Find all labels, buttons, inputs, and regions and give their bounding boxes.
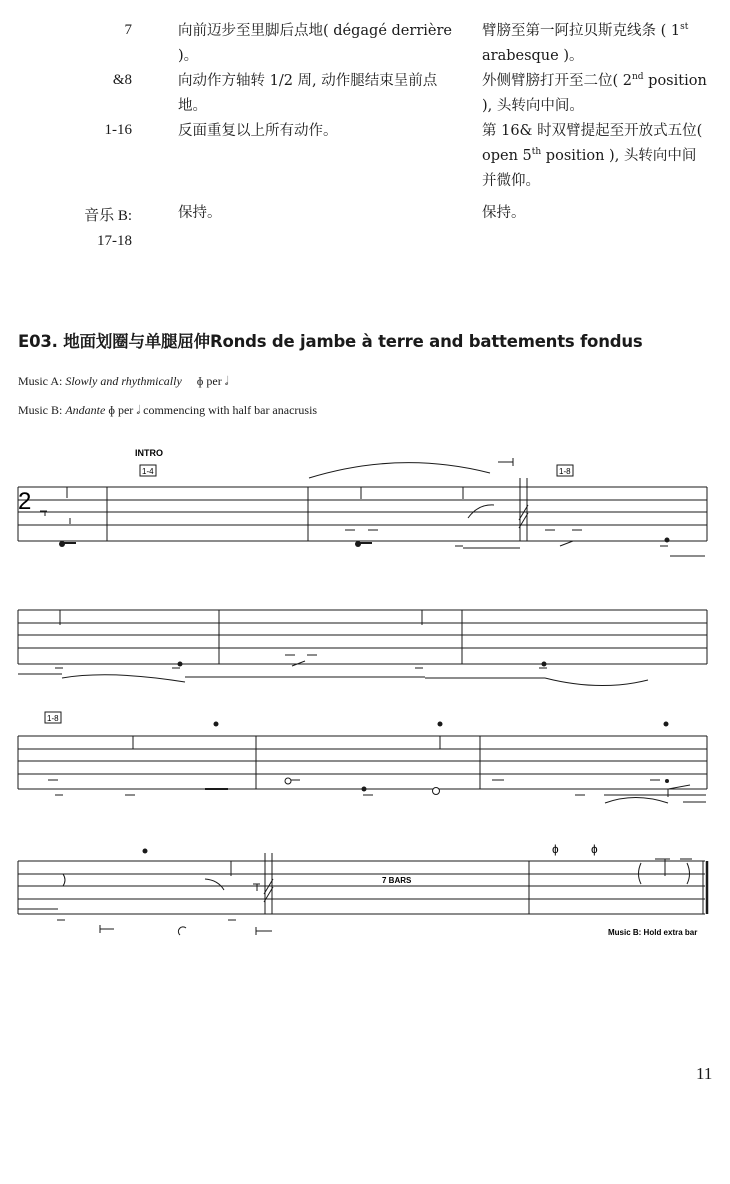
music-b-label: 音乐 B: [84, 208, 132, 224]
movement-cell: 反面重复以上所有动作。 [178, 123, 338, 139]
music-b-line: Music B: Andante ɸ per 𝅗𝅥 commencing with half bar anacrusis [18, 403, 318, 417]
arm-cell: 第 16& 时双臂提起至开放式五位( open 5th position ), 头转向中间并微仰。 [482, 123, 703, 189]
phi-icon: ɸ [108, 403, 115, 417]
staff-system-1 [18, 478, 707, 541]
music-a-line: Music A: Slowly and rhythmically ɸ per 𝅗𝅥 [18, 374, 229, 388]
staff-system-4 [18, 853, 707, 914]
count-cell: 1-16 [104, 122, 132, 138]
bar-box-1-4: 1-4 [142, 467, 154, 476]
staff-system-3 [18, 736, 707, 789]
count-cell: &8 [112, 72, 132, 88]
intro-label: INTRO [135, 448, 163, 458]
page-number: 11 [696, 1064, 713, 1083]
bar-box-1-8-second: 1-8 [47, 714, 59, 723]
music-b-arm: 保持。 [482, 205, 526, 221]
arm-cell: 外侧臂膀打开至二位( 2nd position ), 头转向中间。 [482, 72, 707, 114]
bar-box-1-8: 1-8 [559, 467, 571, 476]
seven-bars-label: 7 BARS [382, 876, 412, 885]
hold-extra-bar-note: Music B: Hold extra bar [608, 928, 698, 937]
music-b-counts: 17-18 [97, 233, 132, 249]
count-cell: 7 [124, 22, 132, 38]
arm-cell: 臂膀至第一阿拉贝斯克线条 ( 1st arabesque )。 [482, 22, 689, 64]
phi-icon: ɸ [196, 374, 204, 388]
movement-cell: 向前迈步至里脚后点地( dégagé derrière )。 [178, 23, 452, 64]
half-note-icon: 𝅗𝅥 [136, 403, 141, 417]
music-b-movement: 保持。 [178, 205, 222, 221]
phi-icon: ɸ [591, 842, 598, 856]
staff-system-2 [18, 610, 707, 664]
time-signature: 2 [18, 488, 32, 515]
dance-score [0, 440, 730, 960]
half-note-icon: 𝅗𝅥 [224, 374, 229, 388]
section-heading: E03. 地面划圈与单腿屈伸Ronds de jambe à terre and battements fondus [18, 332, 643, 351]
movement-cell: 向动作方轴转 1/2 周, 动作腿结束呈前点地。 [178, 73, 438, 114]
phi-icon: ɸ [552, 842, 559, 856]
